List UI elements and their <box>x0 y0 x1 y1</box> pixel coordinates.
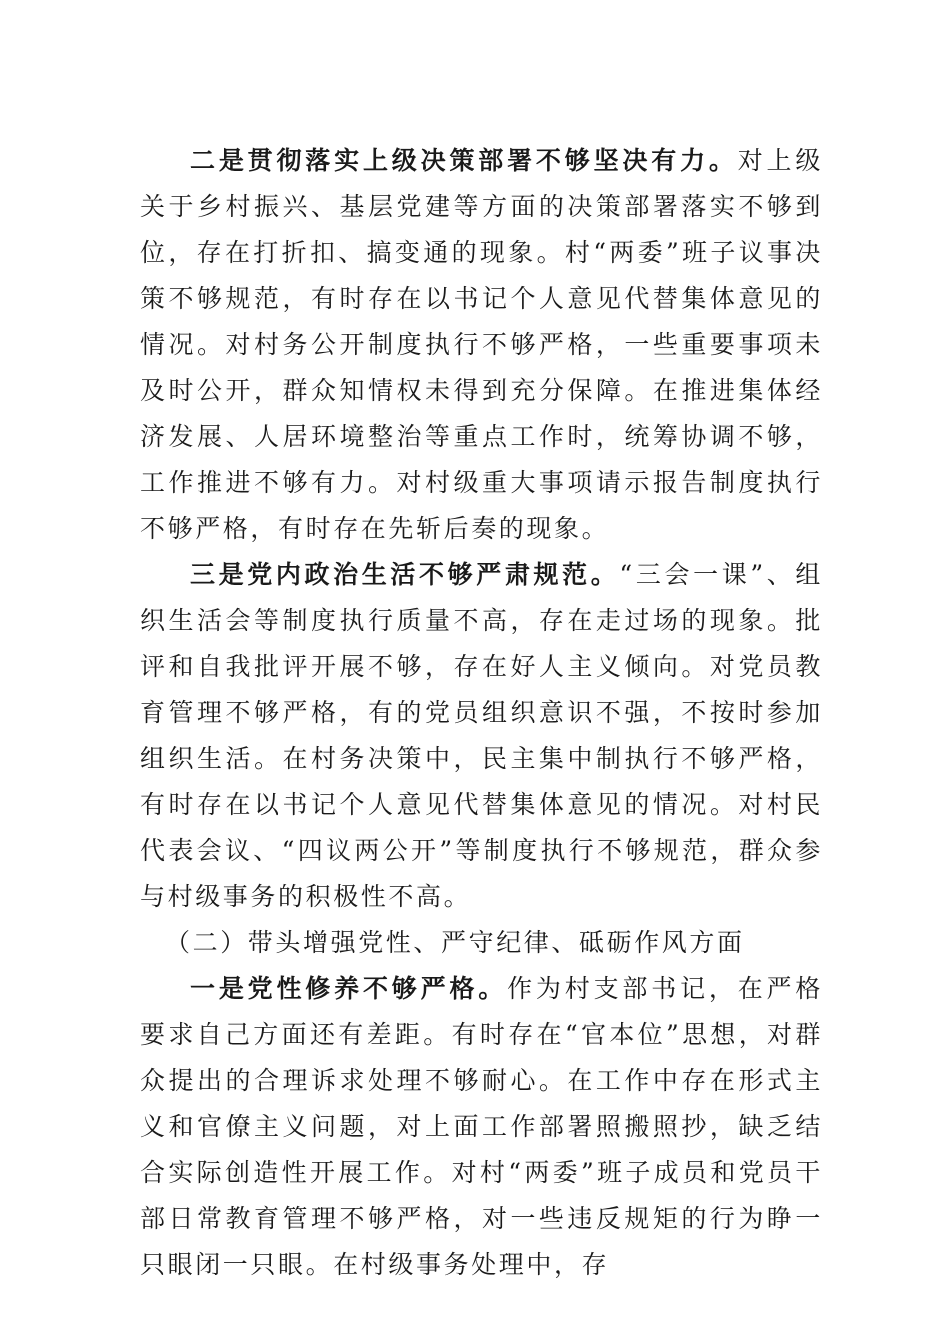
document-body <box>140 138 823 1288</box>
paragraph-implementation <box>140 138 823 552</box>
paragraph-lead: 三是党内政治生活不够严肃规范。 <box>190 560 620 589</box>
paragraph-party-spirit <box>140 966 823 1288</box>
paragraph-lead: 一是党性修养不够严格。 <box>190 974 508 1003</box>
section-heading: （二）带头增强党性、严守纪律、砥砺作风方面 <box>165 928 745 957</box>
paragraph-text: 对上级关于乡村振兴、基层党建等方面的决策部署落实不够到位，存在打折扣、搞变通的现象。村“两委”班子议事决策不够规范，有时存在以书记个人意见代替集体意见的情况。对村务公开制度执行不够严格，一些重要事项未及时公开，群众知情权未得到充分保障。在推进集体经济发展、人居环境整治等重点工作时，统筹协调不够，工作推进不够有力。对村级重大事项请示报告制度执行不够严格，有时存在先斩后奏的现象。 <box>140 146 823 543</box>
paragraph-lead: 二是贯彻落实上级决策部署不够坚决有力。 <box>190 146 738 175</box>
paragraph-text: “三会一课”、组织生活会等制度执行质量不高，存在走过场的现象。批评和自我批评开展不够，存在好人主义倾向。对党员教育管理不够严格，有的党员组织意识不强，不按时参加组织生活。在村务决策中，民主集中制执行不够严格，有时存在以书记个人意见代替集体意见的情况。对村民代表会议、“四议两公开”等制度执行不够规范，群众参与村级事务的积极性不高。 <box>140 560 823 911</box>
paragraph-text: 作为村支部书记，在严格要求自己方面还有差距。有时存在“官本位”思想，对群众提出的合理诉求处理不够耐心。在工作中存在形式主义和官僚主义问题，对上面工作部署照搬照抄，缺乏结合实际创造性开展工作。对村“两委”班子成员和党员干部日常教育管理不够严格，对一些违反规矩的行为睁一只眼闭一只眼。在村级事务处理中，存 <box>140 974 823 1279</box>
paragraph-political-life <box>140 552 823 920</box>
